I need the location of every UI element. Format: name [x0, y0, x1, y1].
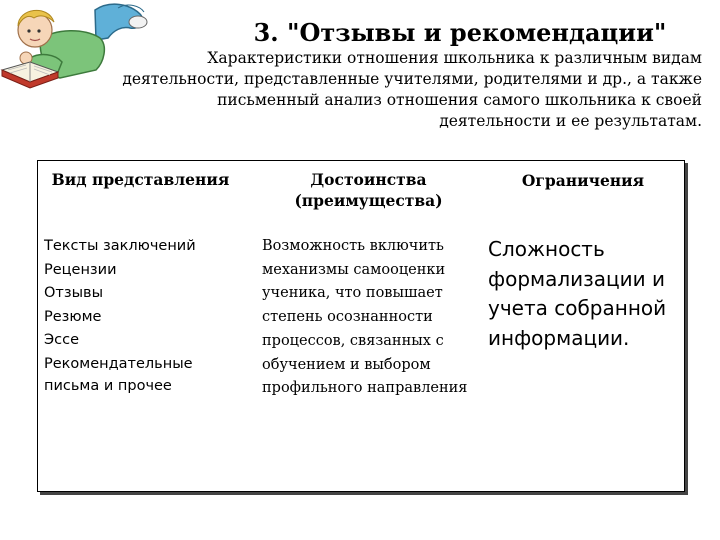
list-item: Эссе — [44, 332, 79, 348]
limitations-text: Сложность формализации и учета собранной информации. — [488, 237, 667, 350]
list-item: Тексты заключений — [44, 238, 196, 254]
list-item: Рецензии — [44, 261, 117, 278]
page-subtitle: Характеристики отношения школьника к различным видам деятельности, представленные учителями, родителями и др., а также письменный анализ отношения самого школьника к своей деятельности и ее результатам. — [122, 49, 702, 130]
list-item: Резюме — [44, 308, 102, 325]
header-type: Вид представления — [51, 170, 230, 189]
comparison-table — [37, 160, 685, 492]
advantages-text: Возможность включить механизмы самооценки ученика, что повышает степень осознанности процессов, связанных с обучением и выбором профильного направления — [262, 238, 468, 397]
list-item: Рекомендательные письма и прочее — [44, 355, 193, 394]
header-advantages: Достоинства (преимущества) — [294, 170, 443, 210]
type-list — [44, 235, 244, 397]
list-item: Отзывы — [44, 285, 104, 301]
column-advantages — [256, 161, 481, 211]
column-limitations — [483, 161, 683, 191]
page-title: 3. "Отзывы и рекомендации" — [253, 18, 667, 47]
header-limitations: Ограничения — [521, 171, 645, 190]
column-type — [38, 161, 243, 190]
